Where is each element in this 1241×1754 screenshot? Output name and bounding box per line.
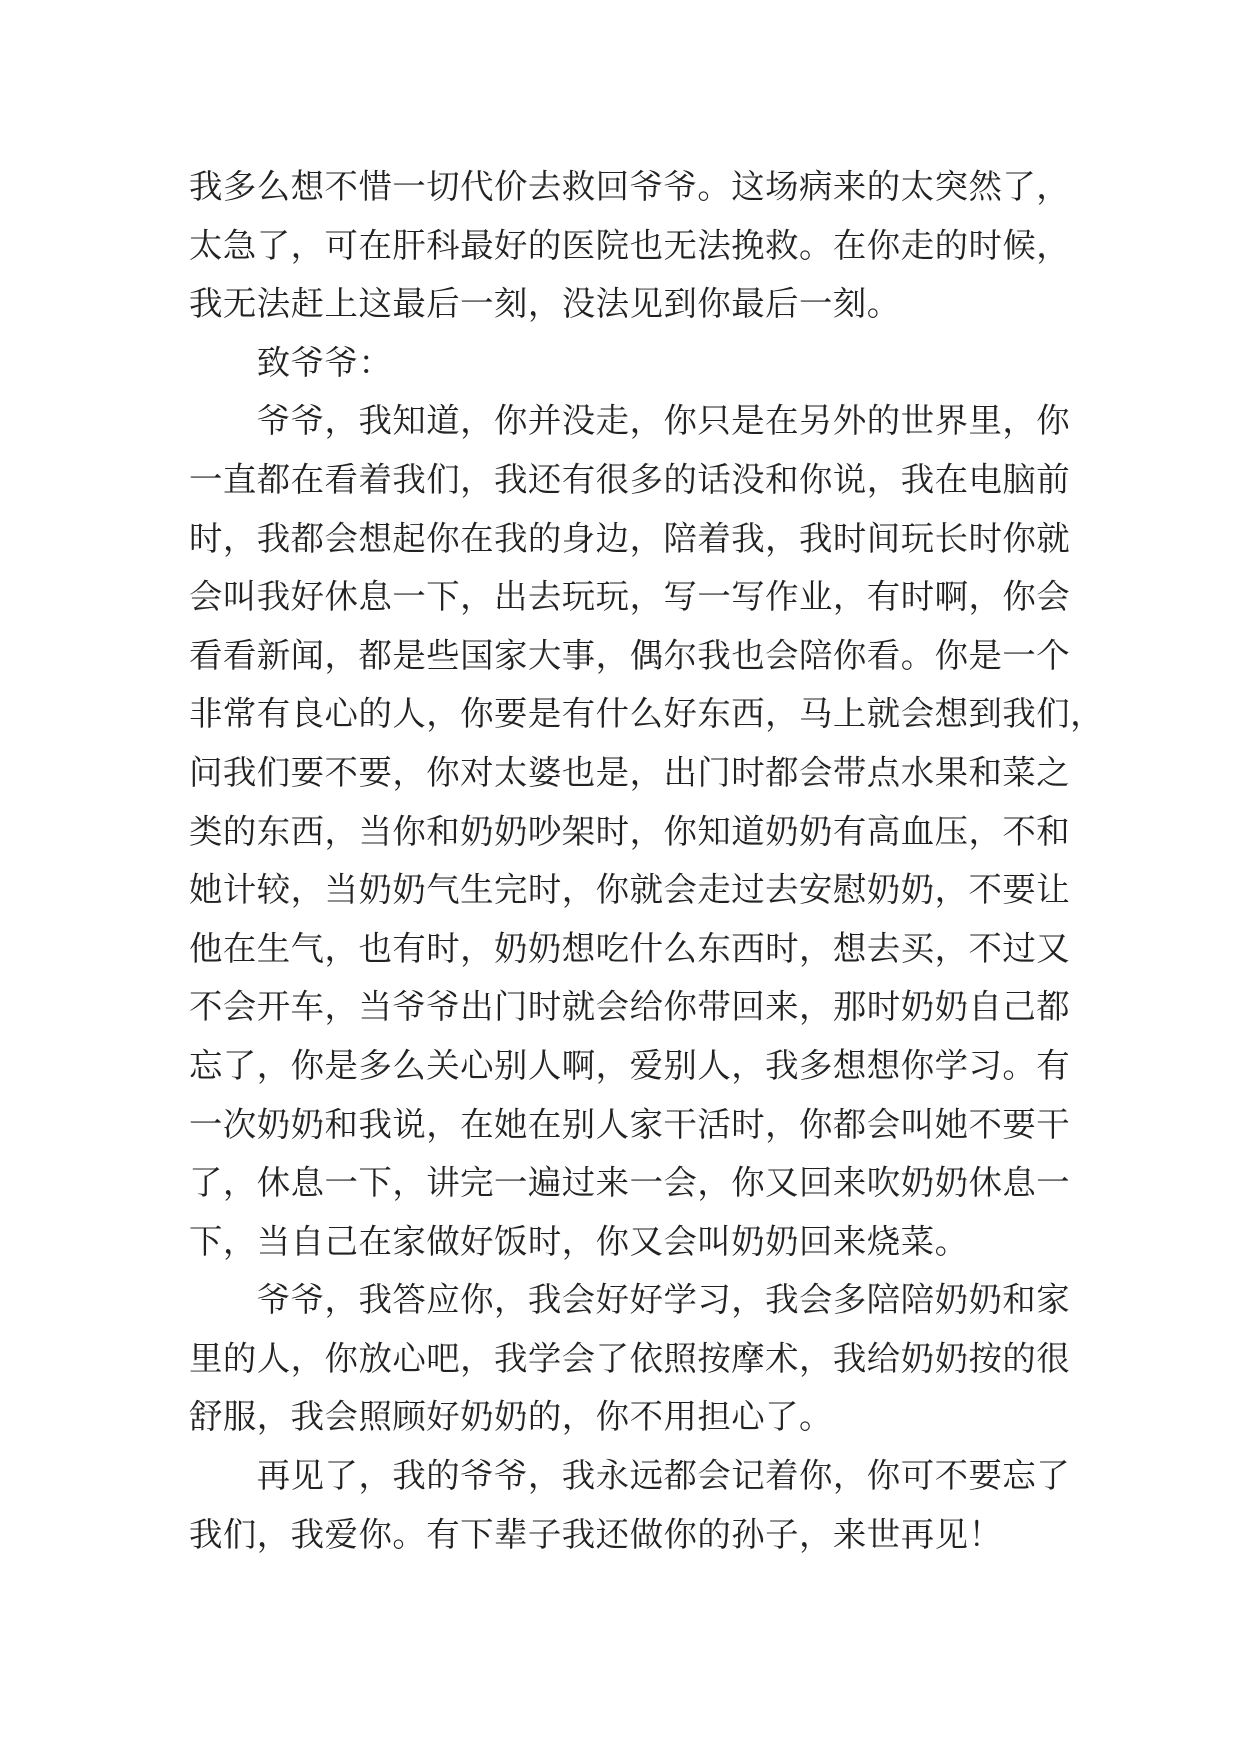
text-line: 类的东西，当你和奶奶吵架时，你知道奶奶有高血压，不和 [189, 811, 1071, 851]
text-line: 忘了，你是多么关心别人啊，爱别人，我多想想你学习。有 [189, 1045, 1071, 1085]
letter-body [189, 158, 1105, 1564]
text-line: 里的人，你放心吧，我学会了依照按摩术，我给奶奶按的很 [189, 1338, 1071, 1378]
text-line: 爷爷，我答应你，我会好好学习，我会多陪陪奶奶和家 [189, 1280, 1071, 1320]
text-line: 一次奶奶和我说，在她在别人家干活时，你都会叫她不要干 [189, 1104, 1071, 1144]
text-line: 舒服，我会照顾好奶奶的，你不用担心了。 [189, 1397, 833, 1437]
text-line: 会叫我好休息一下，出去玩玩，写一写作业，有时啊，你会 [189, 577, 1071, 617]
text-line: 我无法赶上这最后一刻，没法见到你最后一刻。 [189, 284, 901, 324]
text-line: 再见了，我的爷爷，我永远都会记着你，你可不要忘了 [189, 1456, 1071, 1496]
text-line: 她计较，当奶奶气生完时，你就会走过去安慰奶奶，不要让 [189, 870, 1071, 910]
text-line: 他在生气，也有时，奶奶想吃什么东西时，想去买，不过又 [189, 928, 1071, 968]
text-line: 时，我都会想起你在我的身边，陪着我，我时间玩长时你就 [189, 518, 1071, 558]
text-line: 一直都在看着我们，我还有很多的话没和你说，我在电脑前 [189, 459, 1071, 499]
salutation-line: 致爷爷： [189, 342, 393, 382]
text-line: 下，当自己在家做好饭时，你又会叫奶奶回来烧菜。 [189, 1221, 969, 1261]
text-line: 爷爷，我知道，你并没走，你只是在另外的世界里，你 [189, 401, 1071, 441]
text-line: 我们，我爱你。有下辈子我还做你的孙子，来世再见！ [189, 1514, 1003, 1554]
text-line: 看看新闻，都是些国家大事，偶尔我也会陪你看。你是一个 [189, 635, 1071, 675]
text-line: 了，休息一下，讲完一遍过来一会，你又回来吹奶奶休息一 [189, 1163, 1071, 1203]
text-line: 不会开车，当爷爷出门时就会给你带回来，那时奶奶自己都 [189, 987, 1071, 1027]
text-line: 我多么想不惜一切代价去救回爷爷。这场病来的太突然了， [189, 167, 1071, 206]
text-line: 问我们要不要，你对太婆也是，出门时都会带点水果和菜之 [189, 752, 1071, 792]
text-line: 非常有良心的人，你要是有什么好东西，马上就会想到我们， [189, 694, 1105, 734]
text-line: 太急了，可在肝科最好的医院也无法挽救。在你走的时候， [189, 225, 1071, 265]
